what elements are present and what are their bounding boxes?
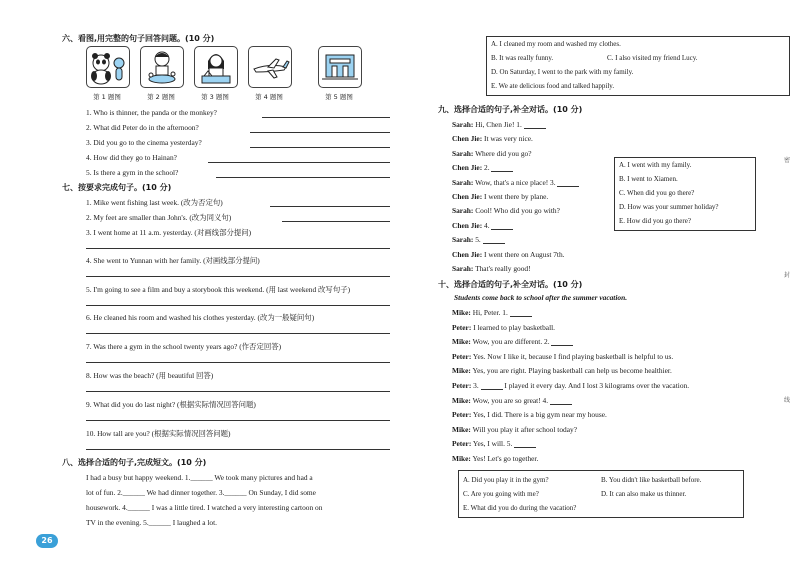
seven-answer-line-7[interactable] (86, 361, 390, 363)
nine-dialogue-line (452, 206, 560, 215)
six-answer-line-2[interactable] (250, 131, 390, 133)
answer-blank[interactable] (557, 179, 579, 187)
utterance-text: Hi, Chen Jie! 1. (475, 120, 522, 129)
nine-dialogue-line (452, 120, 546, 129)
nine-dialogue-line (452, 250, 565, 259)
speaker-label: Peter: (452, 410, 472, 420)
speaker-label: Peter: (452, 322, 472, 332)
answer-blank[interactable] (491, 222, 513, 230)
nine-option-a: A. I went with my family. (619, 161, 692, 169)
seven-answer-line-3[interactable] (86, 247, 390, 249)
speaker-label: Sarah: (452, 148, 474, 158)
utterance-text: I went there by plane. (484, 192, 549, 201)
seven-answer-line-9[interactable] (86, 419, 390, 421)
binding-edge-char-2: 封 (784, 272, 791, 279)
utterance-text: Yes, you are right. Playing basketball can help us become healthier. (472, 366, 672, 376)
utterance-text: That's really good! (475, 264, 531, 273)
eight-passage-line-4: TV in the evening. 5.______ I laughed a lot. (86, 518, 218, 527)
answer-blank[interactable] (524, 121, 546, 129)
utterance-text: I went there on August 7th. (484, 249, 565, 259)
speaker-label: Sarah: (452, 177, 474, 187)
seven-question-10: 10. How tall are you? (根据实际情况回答问题) (86, 429, 231, 438)
section-six-title: 六、看图,用完整的句子回答问题。(10 分) (62, 34, 215, 43)
utterance-text: Yes, I will. 5. (472, 439, 513, 449)
seven-answer-line-2[interactable] (282, 220, 390, 222)
ten-dialogue-line (452, 410, 607, 419)
seven-answer-line-4[interactable] (86, 275, 390, 277)
utterance-text: It was very nice. (484, 134, 533, 144)
section-nine-title: 九、选择合适的句子,补全对话。(10 分) (438, 105, 583, 114)
ten-option-d: D. It can also make us thinner. (601, 490, 687, 498)
seven-question-3: 3. I went home at 11 a.m. yesterday. (对画线部分提问) (86, 228, 252, 237)
nine-options-box (614, 157, 756, 231)
seven-question-9: 9. What did you do last night? (根据实际情况回答问题) (86, 400, 256, 409)
picture-5-label: 第 5 题图 (325, 93, 353, 101)
ten-dialogue-line (452, 396, 572, 405)
speaker-label: Mike: (452, 424, 471, 434)
ten-intro: Students come back to school after the summer vacation. (454, 293, 628, 302)
picture-5 (318, 46, 362, 88)
utterance-text: 3. (473, 381, 479, 390)
six-question-2: 2. What did Peter do in the afternoon? (86, 123, 199, 132)
seven-question-7: 7. Was there a gym in the school twenty years ago? (作否定回答) (86, 342, 282, 351)
nine-option-b: B. I went to Xiamen. (619, 175, 678, 183)
answer-blank[interactable] (481, 382, 503, 390)
picture-2 (140, 46, 184, 88)
speaker-label: Sarah: (452, 120, 474, 129)
ten-dialogue-line (452, 323, 555, 332)
picture-3-label: 第 3 题图 (201, 93, 229, 101)
six-question-1: 1. Who is thinner, the panda or the monkey? (86, 108, 217, 117)
ten-option-c: C. Are you going with me? (463, 490, 539, 498)
seven-question-4: 4. She went to Yunnan with her family. (对画线部分提问) (86, 256, 260, 265)
seven-answer-line-6[interactable] (86, 332, 390, 334)
nine-dialogue-line (452, 221, 513, 230)
nine-dialogue-line (452, 178, 579, 187)
eight-passage-line-2: lot of fun. 2.______ We had dinner together. 3.______ On Sunday, I did some (86, 488, 316, 497)
ten-dialogue-line (452, 352, 673, 361)
utterance-text-continued: I played it every day. And I lost 3 kilograms over the vacation. (504, 381, 690, 390)
answer-blank[interactable] (550, 397, 572, 405)
seven-answer-line-5[interactable] (86, 304, 390, 306)
seven-question-5: 5. I'm going to see a film and buy a storybook this weekend. (用 last weekend 改写句子) (86, 285, 351, 294)
eight-option-b: B. It was really funny. (491, 54, 554, 62)
seven-question-8: 8. How was the beach? (用 beautiful 回答) (86, 371, 214, 380)
ten-options-box (458, 470, 744, 518)
utterance-text: Yes, I did. There is a big gym near my house. (472, 410, 607, 420)
ten-dialogue-line (452, 439, 536, 448)
ten-dialogue-line (452, 337, 573, 346)
eight-option-d: D. On Saturday, I went to the park with my family. (491, 68, 634, 76)
girl-cinema-icon (196, 49, 236, 85)
ten-dialogue-line (452, 454, 538, 463)
picture-1-label: 第 1 题图 (93, 93, 121, 101)
nine-option-d: D. How was your summer holiday? (619, 203, 719, 211)
ten-dialogue-line (452, 381, 689, 390)
boy-washing-icon (142, 49, 182, 85)
speaker-label: Peter: (452, 439, 472, 449)
picture-2-label: 第 2 题图 (147, 93, 175, 101)
ten-dialogue-line (452, 425, 577, 434)
six-answer-line-3[interactable] (250, 146, 390, 148)
speaker-label: Chen Jie: (452, 163, 483, 173)
speaker-label: Chen Jie: (452, 192, 483, 201)
plane-icon (250, 49, 290, 85)
speaker-label: Mike: (452, 454, 471, 463)
utterance-text: 2. (484, 163, 490, 173)
utterance-text: Wow, that's a nice place! 3. (475, 177, 556, 187)
speaker-label: Mike: (452, 395, 471, 405)
utterance-text: Where did you go? (475, 148, 532, 158)
nine-option-e: E. How did you go there? (619, 217, 691, 225)
utterance-text: Wow, you are different. 2. (472, 337, 550, 347)
seven-question-6: 6. He cleaned his room and washed his clothes yesterday. (改为一般疑问句) (86, 313, 315, 322)
nine-dialogue-line (452, 163, 513, 172)
utterance-text: 5. (475, 235, 481, 245)
seven-answer-line-8[interactable] (86, 390, 390, 392)
seven-answer-line-10[interactable] (86, 448, 390, 450)
eight-option-a: A. I cleaned my room and washed my clothes. (491, 40, 621, 48)
speaker-label: Sarah: (452, 235, 474, 245)
speaker-label: Peter: (452, 381, 472, 390)
answer-blank[interactable] (483, 236, 505, 244)
utterance-text: Yes! Let's go together. (472, 454, 539, 463)
speaker-label: Mike: (452, 366, 471, 376)
section-eight-title: 八、选择合适的句子,完成短文。(10 分) (62, 458, 207, 467)
seven-question-2: 2. My feet are smaller than John's. (改为同义句) (86, 213, 232, 222)
ten-option-b: B. You didn't like basketball before. (601, 476, 702, 484)
ten-option-a: A. Did you play it in the gym? (463, 476, 549, 484)
utterance-text: Wow, you are so great! 4. (472, 395, 549, 405)
nine-dialogue-line (452, 235, 505, 244)
right-page (400, 0, 800, 565)
picture-3 (194, 46, 238, 88)
binding-edge-char-1: 密 (784, 157, 791, 164)
utterance-text: Yes. Now I like it, because I find playing basketball is helpful to us. (472, 351, 674, 361)
nine-dialogue-line (452, 264, 531, 273)
utterance-text: Cool! Who did you go with? (475, 206, 560, 216)
panda-monkey-icon (88, 49, 128, 85)
answer-blank[interactable] (514, 440, 536, 448)
utterance-text: Will you play it after school today? (472, 424, 577, 434)
six-question-3: 3. Did you go to the cinema yesterday? (86, 138, 202, 147)
eight-option-c: C. I also visited my friend Lucy. (607, 54, 698, 62)
nine-dialogue-line (452, 192, 548, 201)
utterance-text: I learned to play basketball. (473, 322, 556, 332)
eight-option-e: E. We ate delicious food and talked happily. (491, 82, 615, 90)
nine-dialogue-line (452, 134, 533, 143)
section-seven-title: 七、按要求完成句子。(10 分) (62, 183, 172, 192)
nine-option-c: C. When did you go there? (619, 189, 695, 197)
picture-1 (86, 46, 130, 88)
seven-answer-line-1[interactable] (270, 205, 390, 207)
utterance-text: Hi, Peter. 1. (472, 308, 508, 317)
answer-blank[interactable] (510, 309, 532, 317)
eight-passage-line-1: I had a busy but happy weekend. 1.______ We took many pictures and had a (86, 473, 313, 482)
ten-dialogue-line (452, 308, 532, 317)
speaker-label: Chen Jie: (452, 249, 483, 259)
gym-icon (320, 49, 360, 85)
utterance-text: 4. (484, 220, 490, 230)
speaker-label: Mike: (452, 308, 471, 317)
page-number: 26 (36, 534, 58, 548)
eight-passage-line-3: housework. 4.______ I was a little tired. I watched a very interesting cartoon on (86, 503, 323, 512)
nine-dialogue-line (452, 149, 532, 158)
eight-options-box (486, 36, 790, 96)
speaker-label: Sarah: (452, 206, 474, 216)
picture-4-label: 第 4 题图 (255, 93, 283, 101)
section-ten-title: 十、选择合适的句子,补全对话。(10 分) (438, 280, 583, 289)
six-question-5: 5. Is there a gym in the school? (86, 168, 179, 177)
picture-4 (248, 46, 292, 88)
ten-option-e: E. What did you do during the vacation? (463, 504, 577, 512)
six-answer-line-4[interactable] (208, 161, 390, 163)
speaker-label: Sarah: (452, 264, 474, 273)
answer-blank[interactable] (491, 164, 513, 172)
speaker-label: Chen Jie: (452, 134, 483, 144)
six-question-4: 4. How did they go to Hainan? (86, 153, 177, 162)
six-answer-line-5[interactable] (216, 176, 390, 178)
speaker-label: Chen Jie: (452, 220, 483, 230)
speaker-label: Peter: (452, 351, 472, 361)
speaker-label: Mike: (452, 337, 471, 347)
binding-edge-char-3: 线 (784, 397, 791, 404)
seven-question-1: 1. Mike went fishing last week. (改为否定句) (86, 198, 223, 207)
answer-blank[interactable] (551, 338, 573, 346)
six-answer-line-1[interactable] (262, 116, 390, 118)
ten-dialogue-line (452, 366, 672, 375)
eight-passage (86, 470, 396, 530)
